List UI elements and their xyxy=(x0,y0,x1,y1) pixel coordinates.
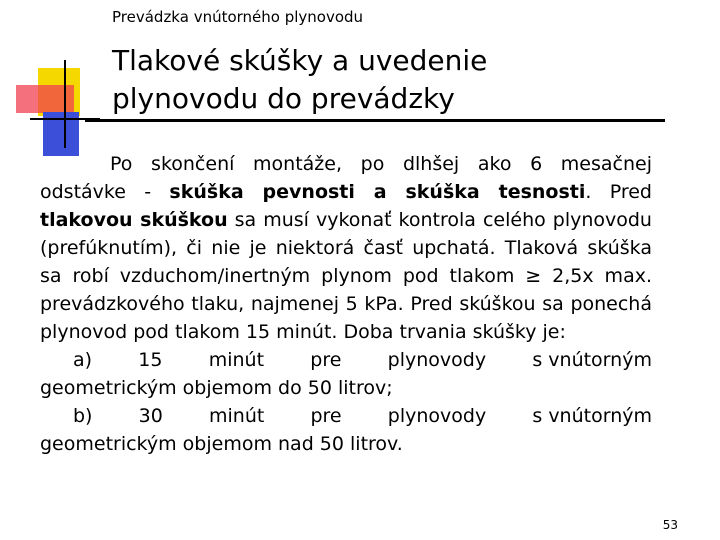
item-word: s vnútorným xyxy=(532,349,652,371)
item-word: minút xyxy=(208,349,265,371)
paragraph-text-1: Po skončení montáže, po dlhšej ako 6 mesačnej odstávke - xyxy=(40,153,652,203)
item-word: pre xyxy=(310,349,342,371)
paragraph-bold-2: tlakovou skúškou xyxy=(40,209,228,231)
decor-vertical-line xyxy=(64,60,66,148)
paragraph-text-2: . Pred xyxy=(585,181,652,203)
item-word: pre xyxy=(310,405,342,427)
list-item-b xyxy=(40,402,652,458)
paragraph-text-3: sa musí vykonať kontrola celého plynovodu (prefúknutím), či nie je niektorá časť upchatá. Tlaková skúška sa robí vzduchom/inertným plynom pod tlakom ≥ 2,5x max. prevádzkového tlaku, najmenej 5 kPa. Pred skúškou sa ponechá plynovod pod tlakom 15 minút. Doba trvania skúšky je: xyxy=(40,209,652,343)
item-number: 30 xyxy=(138,405,163,427)
page-number: 53 xyxy=(662,518,678,532)
item-number: 15 xyxy=(138,349,163,371)
slide-subtitle: Prevádzka vnútorného plynovodu xyxy=(112,8,364,26)
slide-body xyxy=(40,150,652,458)
slide-title-line-1: Tlakové skúšky a uvedenie xyxy=(112,44,488,77)
paragraph-bold-1: skúška pevnosti a skúška tesnosti xyxy=(169,181,586,203)
slide-title xyxy=(112,42,487,118)
title-underline xyxy=(85,119,665,122)
list-item-a xyxy=(40,346,652,402)
item-word: minút xyxy=(208,405,265,427)
item-word: plynovody xyxy=(387,349,487,371)
item-word: plynovody xyxy=(387,405,487,427)
item-continuation: geometrickým objemom nad 50 litrov. xyxy=(40,433,403,455)
item-letter: b) xyxy=(73,405,93,427)
slide-title-line-2: plynovodu do prevádzky xyxy=(112,82,455,115)
item-continuation: geometrickým objemom do 50 litrov; xyxy=(40,377,393,399)
item-letter: a) xyxy=(73,349,93,371)
body-paragraph xyxy=(40,150,652,346)
item-word: s vnútorným xyxy=(532,405,652,427)
